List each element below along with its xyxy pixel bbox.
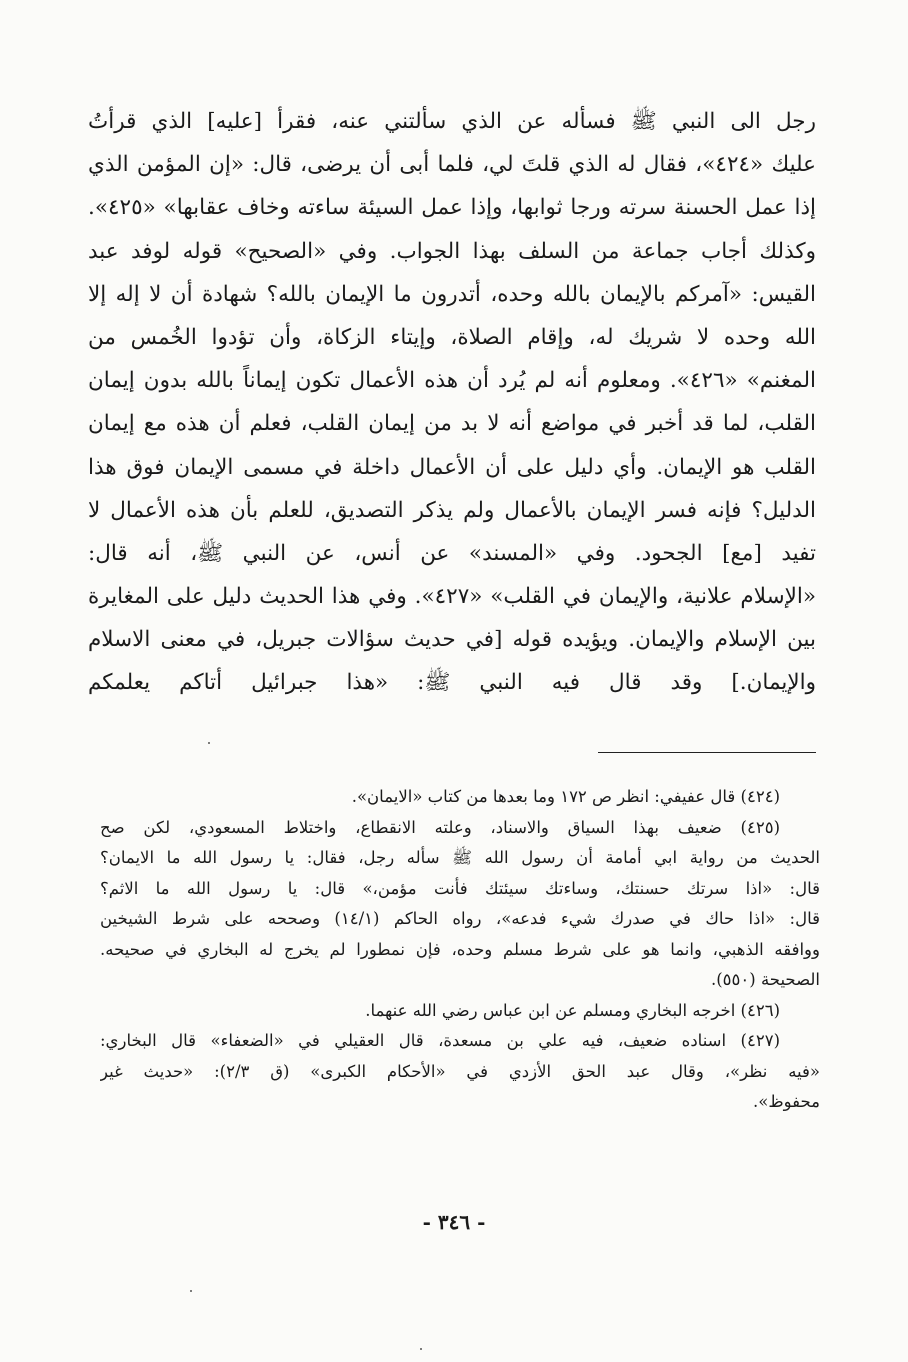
page-number: - ٣٤٦ -: [422, 1210, 486, 1234]
body-line: وكذلك أجاب جماعة من السلف بهذا الجواب. وفي «الصحيح» قوله لوفد عبد: [88, 238, 816, 264]
footnote-line: ووافقه الذهبي، وانما هو على شرط مسلم وحده، فإن نمطورا لم يخرج له البخاري في صحيحه.: [100, 939, 820, 959]
body-line: «الإسلام علانية، والإيمان في القلب» «٤٢٧». وفي هذا الحديث دليل على المغايرة: [88, 584, 816, 610]
scan-speck: [208, 742, 210, 744]
scan-speck: [420, 1348, 422, 1350]
footnote-line: (٤٢٦) اخرجه البخاري ومسلم عن ابن عباس رضي الله عنهما.: [365, 1000, 780, 1020]
footnote-line: الحديث من رواية ابي أمامة أن رسول الله ﷺ سأله رجل، فقال: يا رسول الله ما الايمان؟: [100, 848, 820, 867]
body-line: بين الإسلام والإيمان. ويؤيده قوله [في حديث سؤالات جبريل، في معنى الاسلام: [88, 627, 816, 653]
footnote-line: الصحيحة (٥٥٠).: [710, 970, 820, 989]
body-line: إذا عمل الحسنة سرته ورجا ثوابها، وإذا عمل السيئة ساءته وخاف عقابها» «٤٢٥».: [88, 195, 816, 221]
footnote-line: قال: «اذا سرتك حسنتك، وساءتك سيئتك فأنت مؤمن،» قال: يا رسول الله ما الاثم؟: [100, 878, 820, 898]
body-line: المغنم» «٤٢٦». ومعلوم أنه لم يُرد أن هذه الأعمال تكون إيماناً بالله بدون إيمان: [88, 368, 816, 394]
body-line: الدليل؟ فإنه فسر الإيمان بالأعمال ولم يذكر التصديق، للعلم بأن هذه الأعمال لا: [88, 497, 816, 523]
body-line: والإيمان.] وقد قال فيه النبي ﷺ: «هذا جبرائيل أتاكم يعلمكم: [88, 670, 816, 696]
body-line: رجل الى النبي ﷺ فسأله عن الذي سألتني عنه، فقرأ [عليه] الذي قرأتُ: [88, 109, 816, 134]
body-line: القلب، لما قد أخبر في مواضع أنه لا بد من إيمان القلب، فعلم أن هذه مع إيمان: [88, 411, 816, 437]
main-body-text: [88, 100, 816, 705]
footnote-line: «فيه نظر»، وقال عبد الحق الأزدي في «الأحكام الكبرى» (ق ٢/٣): «حديث غير: [100, 1061, 820, 1081]
body-line: القلب هو الإيمان. وأي دليل على أن الأعمال داخلة في مسمى الإيمان فوق هذا: [88, 454, 816, 480]
footnote-separator: [598, 752, 816, 753]
footnote-line: (٤٢٤) قال عفيفي: انظر ص ١٧٢ وما بعدها من كتاب «الايمان».: [351, 787, 780, 806]
footnote-line: (٤٢٥) ضعيف بهذا السياق والاسناد، وعلته الانقطاع، واختلاط المسعودي، لكن صح: [100, 817, 780, 837]
body-line: عليك «٤٢٤»، فقال له الذي قلتَ لي، فلما أبى أن يرضى، قال: «إن المؤمن الذي: [88, 152, 816, 178]
body-line: تفيد [مع] الجحود. وفي «المسند» عن أنس، عن النبي ﷺ، أنه قال:: [88, 540, 816, 566]
footnote-line: (٤٢٧) اسناده ضعيف، فيه علي بن مسعدة، قال العقيلي في «الضعفاء» قال البخاري:: [100, 1031, 780, 1050]
body-line: القيس: «آمركم بالإيمان بالله وحده، أتدرون ما الإيمان بالله؟ شهادة أن لا إله إلا: [88, 281, 816, 307]
footnotes-section: [100, 782, 820, 1118]
footnote-line: قال: «اذا حاك في صدرك شيء فدعه»، رواه الحاكم (١٤/١) وصححه على شرط الشيخين: [100, 909, 820, 928]
scan-speck: [190, 1290, 192, 1292]
footnote-line: محفوظ».: [753, 1092, 820, 1111]
body-line: الله وحده لا شريك له، وإقام الصلاة، وإيتاء الزكاة، وأن تؤدوا الخُمس من: [88, 324, 816, 350]
